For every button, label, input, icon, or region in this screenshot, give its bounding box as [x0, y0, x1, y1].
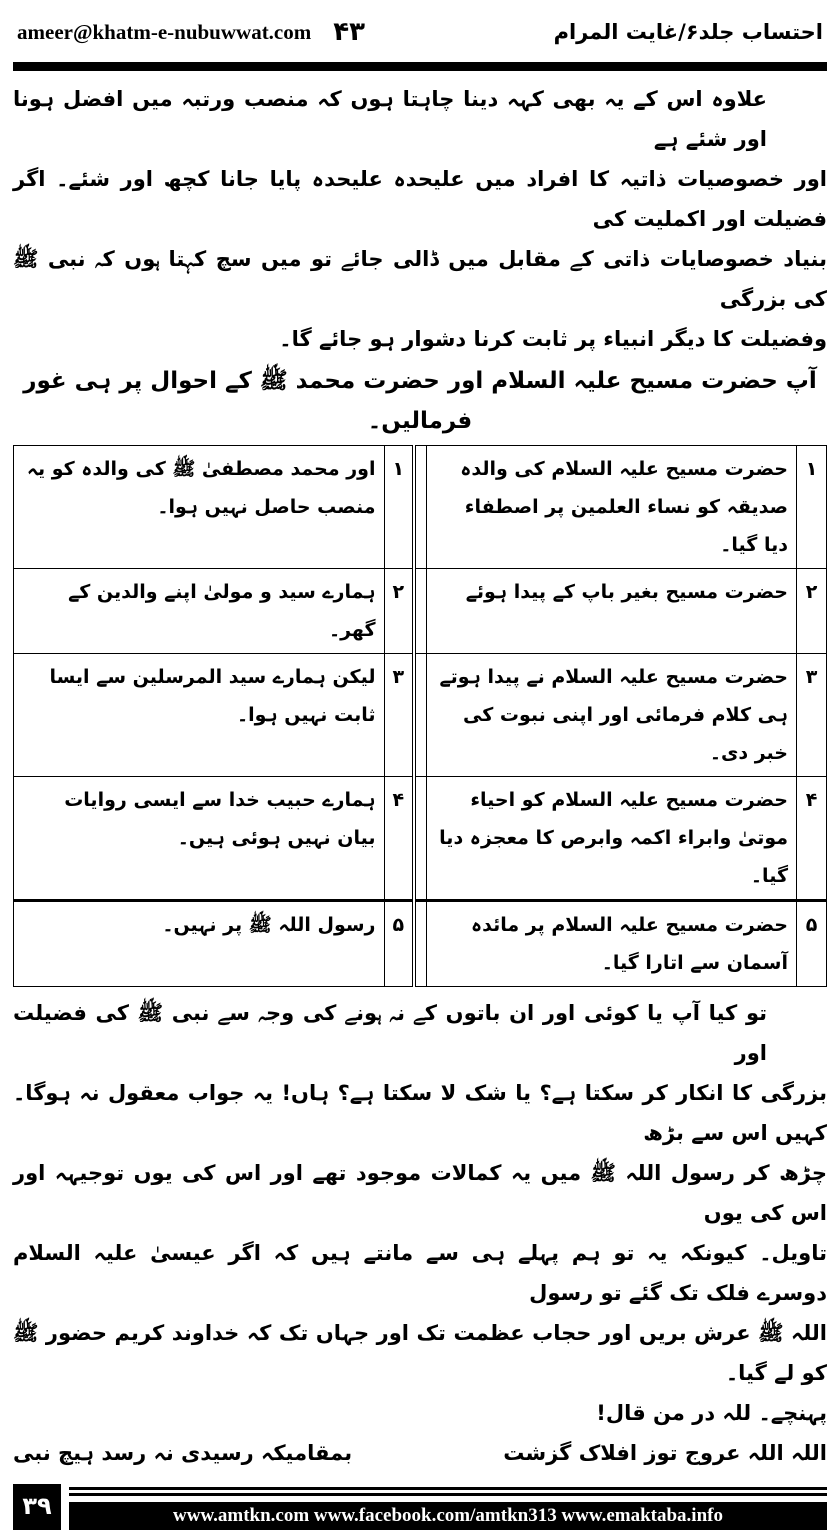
table-row	[14, 777, 827, 901]
column-divider	[414, 654, 426, 777]
header-book-title: احتساب جلد۶/غایت المرام	[553, 20, 823, 44]
text-line: تو کیا آپ یا کوئی اور ان باتوں کے نہ ہونے کی وجہ سے نبی ﷺ کی فضیلت اور	[13, 1001, 767, 1065]
muhammad-cell: رسول اللہ ﷺ پر نہیں۔	[14, 901, 385, 987]
column-divider	[414, 569, 426, 654]
masih-cell: حضرت مسیح علیہ السلام نے پیدا ہوتے ہی کلام فرمائی اور اپنی نبوت کی خبر دی۔	[426, 654, 797, 777]
row-number: ۳	[384, 654, 414, 777]
row-number: ۴	[384, 777, 414, 901]
persian-couplet	[13, 1433, 827, 1473]
row-number: ۳	[797, 654, 827, 777]
table-row	[14, 654, 827, 777]
text-line: بزرگی کا انکار کر سکتا ہے؟ یا شک لا سکتا ہے؟ ہاں! یہ جواب معقول نہ ہوگا۔ کہیں اس سے بڑھ	[13, 1081, 827, 1145]
row-number: ۵	[797, 901, 827, 987]
footer-page-number: ۳۹	[13, 1484, 61, 1530]
header-email: ameer@khatm-e-nubuwwat.com	[17, 19, 312, 44]
text-line: اور خصوصیات ذاتیہ کا افراد میں علیحدہ علیحدہ پایا جانا کچھ اور شئے۔ اگر فضیلت اور اکملیت کی	[13, 167, 827, 231]
column-divider	[414, 901, 426, 987]
poem-second-hemistich: بمقامیکہ رسیدی نہ رسد ہیچ نبی	[13, 1441, 353, 1465]
column-divider	[414, 777, 426, 901]
comparison-table	[13, 445, 827, 987]
table-row	[14, 446, 827, 569]
muhammad-cell: اور محمد مصطفیٰ ﷺ کی والدہ کو یہ منصب حاصل نہیں ہوا۔	[14, 446, 385, 569]
table-row	[14, 569, 827, 654]
text-line: اللہ ﷺ عرش بریں اور حجاب عظمت تک اور جہاں تک کہ خداوند کریم حضور ﷺ کو لے گیا۔	[13, 1321, 827, 1385]
masih-cell: حضرت مسیح علیہ السلام کی والدہ صدیقہ کو نساء العلمین پر اصطفاء دیا گیا۔	[426, 446, 797, 569]
muhammad-cell: ہمارے حبیب خدا سے ایسی روایات بیان نہیں ہوئی ہیں۔	[14, 777, 385, 901]
header-rule	[13, 62, 827, 71]
row-number: ۲	[797, 569, 827, 654]
table-row	[14, 901, 827, 987]
text-line: تاویل۔ کیونکہ یہ تو ہم پہلے ہی سے مانتے ہیں کہ اگر عیسیٰ علیہ السلام دوسرے فلک تک گئے تو رسول	[13, 1241, 827, 1305]
text-line: بنیاد خصوصایات ذاتی کے مقابل میں ڈالی جائے تو میں سچ کہتا ہوں کہ نبی ﷺ کی بزرگی	[13, 247, 827, 311]
paragraph-intro	[13, 79, 827, 359]
row-number: ۲	[384, 569, 414, 654]
column-divider	[414, 446, 426, 569]
page-header	[13, 8, 827, 56]
row-number: ۴	[797, 777, 827, 901]
footer-rules	[69, 1487, 827, 1499]
row-number: ۵	[384, 901, 414, 987]
text-line: پہنچے۔ للہ در من قال!	[596, 1401, 827, 1425]
header-left-group	[17, 17, 365, 47]
page-footer	[13, 1484, 827, 1530]
text-line: چڑھ کر رسول اللہ ﷺ میں یہ کمالات موجود تھے اور اس کی یوں توجیہہ اور اس کی یوں	[13, 1161, 827, 1225]
muhammad-cell: لیکن ہمارے سید المرسلین سے ایسا ثابت نہیں ہوا۔	[14, 654, 385, 777]
poem-first-hemistich: اللہ اللہ عروج توز افلاک گزشت	[503, 1441, 827, 1465]
text-line: علاوہ اس کے یہ بھی کہہ دینا چاہتا ہوں کہ منصب ورتبہ میں افضل ہونا اور شئے ہے	[13, 87, 767, 151]
paragraph-conclusion	[13, 993, 827, 1433]
masih-cell: حضرت مسیح علیہ السلام پر مائدہ آسمان سے اتارا گیا۔	[426, 901, 797, 987]
text-line: وفضیلت کا دیگر انبیاء پر ثابت کرنا دشوار ہو جائے گا۔	[279, 327, 827, 351]
row-number: ۱	[384, 446, 414, 569]
section-heading: آپ حضرت مسیح علیہ السلام اور حضرت محمد ﷺ کے احوال پر ہی غور فرمالیں۔	[23, 368, 817, 434]
row-number: ۱	[797, 446, 827, 569]
header-page-number: ۴۳	[333, 17, 365, 47]
masih-cell: حضرت مسیح بغیر باپ کے پیدا ہوئے	[426, 569, 797, 654]
footer-links: www.amtkn.com www.facebook.com/amtkn313 www.emaktaba.info	[69, 1502, 827, 1530]
muhammad-cell: ہمارے سید و مولیٰ اپنے والدین کے گھر۔	[14, 569, 385, 654]
masih-cell: حضرت مسیح علیہ السلام کو احیاء موتیٰ وابراء اکمہ وابرص کا معجزہ دیا گیا۔	[426, 777, 797, 901]
